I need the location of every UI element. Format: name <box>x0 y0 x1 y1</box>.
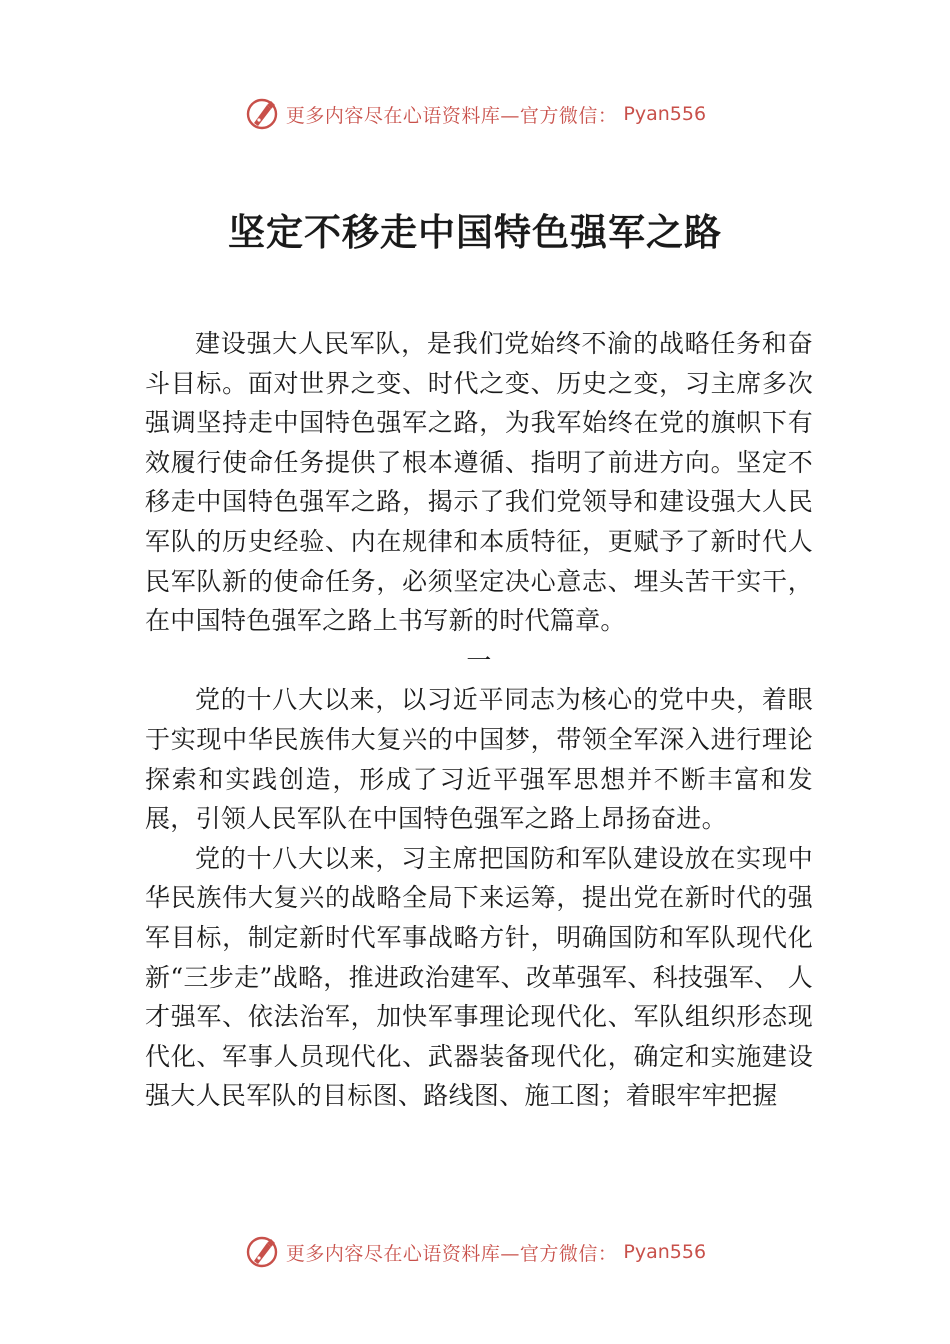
header-banner <box>0 94 950 134</box>
pen-nib-logo-icon <box>244 96 280 132</box>
banner-wechat-id: Pyan556 <box>623 103 707 125</box>
banner-text: 更多内容尽在心语资料库—官方微信： <box>285 1242 618 1265</box>
paragraph: 建设强大人民军队，是我们党始终不渝的战略任务和奋斗目标。面对世界之变、时代之变、历史之变，习主席多次强调坚持走中国特色强军之路，为我军始终在党的旗帜下有效履行使命任务提供了根本遵循、指明了前进方向。坚定不移走中国特色强军之路，揭示了我们党领导和建设强大人民军队的历史经验、内在规律和本质特征，更赋予了新时代人民军队新的使命任务，必须坚定决心意志、埋头苦干实干， 在中国特色强军之路上书写新的时代篇章。 <box>145 329 813 636</box>
document-title: 坚定不移走中国特色强军之路 <box>228 210 722 254</box>
paragraph: 党的十八大以来，习主席把国防和军队建设放在实现中华民族伟大复兴的战略全局下来运筹，提出党在新时代的强军目标，制定新时代军事战略方针，明确国防和军队现代化新“三步走”战略，推进政治建军、改革强军、科技强军、 人才强军、依法治军，加快军事理论现代化、军队组织形态现代化、军事人员现代化、武器装备现代化，确定和实施建设强大人民军队的目标图、路线图、施工图；着眼牢牢把握 <box>145 843 813 1111</box>
banner-text: 更多内容尽在心语资料库—官方微信： <box>285 104 618 127</box>
document-body <box>145 324 813 1116</box>
paragraph: 党的十八大以来，以习近平同志为核心的党中央，着眼于实现中华民族伟大复兴的中国梦，带领全军深入进行理论探索和实践创造，形成了习近平强军思想并不断丰富和发展，引领人民军队在中国特色强军之路上昂扬奋进。 <box>145 685 813 834</box>
footer-banner <box>0 1232 950 1272</box>
section-number: 一 <box>466 645 492 675</box>
pen-nib-logo-icon <box>244 1234 280 1270</box>
banner-wechat-id: Pyan556 <box>623 1241 707 1263</box>
